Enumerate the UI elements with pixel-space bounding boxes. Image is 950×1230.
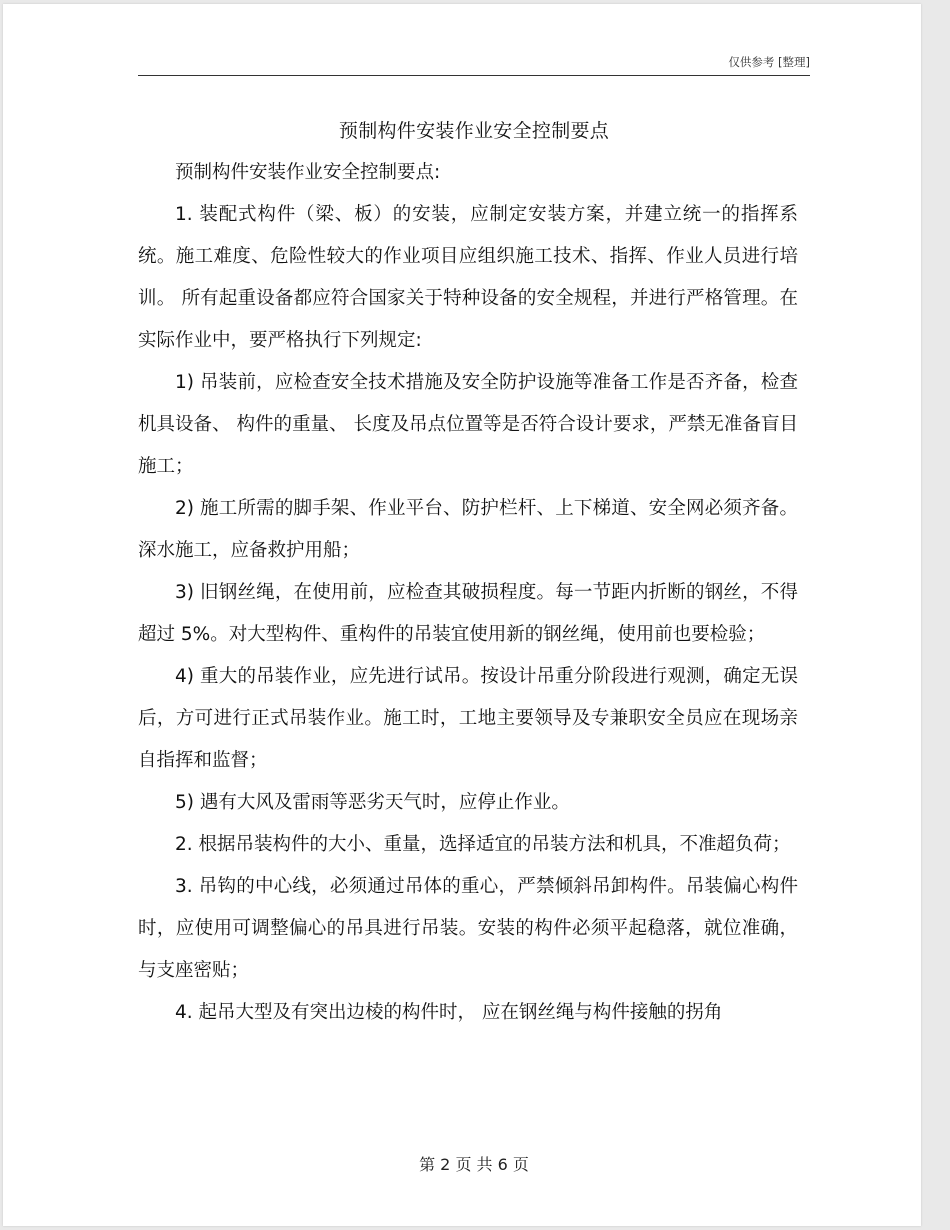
paragraph-subitem-3: 3) 旧钢丝绳，在使用前，应检查其破损程度。每一节距内折断的钢丝，不得超过 5%。对大型构件、重构件的吊装宜使用新的钢丝绳，使用前也要检验； <box>138 582 798 645</box>
paragraph-subitem-1: 1) 吊装前，应检查安全技术措施及安全防护设施等准备工作是否齐备，检查机具设备、 构件的重量、 长度及吊点位置等是否符合设计要求，严禁无准备盲目施工； <box>138 372 798 477</box>
document-title: 预制构件安装作业安全控制要点 <box>338 120 610 142</box>
paragraph-subitem-5: 5) 遇有大风及雷雨等恶劣天气时，应停止作业。 <box>175 792 570 813</box>
paragraph-subitem-2: 2) 施工所需的脚手架、作业平台、防护栏杆、上下梯道、安全网必须齐备。深水施工，应备救护用船； <box>138 498 798 561</box>
paragraph-item-4: 4. 起吊大型及有突出边棱的构件时， 应在钢丝绳与构件接触的拐角 <box>175 1002 723 1023</box>
page-footer: 第 2 页 共 6 页 <box>419 1155 529 1174</box>
page-header: 仅供参考 [整理] <box>728 55 810 69</box>
paragraph-subitem-4: 4) 重大的吊装作业，应先进行试吊。按设计吊重分阶段进行观测，确定无误后，方可进行正式吊装作业。施工时，工地主要领导及专兼职安全员应在现场亲自指挥和监督； <box>138 666 798 771</box>
document-body <box>138 152 798 1034</box>
header-divider <box>138 75 810 76</box>
paragraph-item-3: 3. 吊钩的中心线，必须通过吊体的重心，严禁倾斜吊卸构件。吊装偏心构件时，应使用可调整偏心的吊具进行吊装。安装的构件必须平起稳落，就位准确，与支座密贴； <box>138 876 798 981</box>
paragraph-item-1: 1. 装配式构件（梁、板）的安装，应制定安装方案，并建立统一的指挥系统。施工难度、危险性较大的作业项目应组织施工技术、指挥、作业人员进行培训。 所有起重设备都应符合国家关于特种设备的安全规程，并进行严格管理。在实际作业中，要严格执行下列规定: <box>138 204 798 351</box>
paragraph-item-2: 2. 根据吊装构件的大小、重量，选择适宜的吊装方法和机具，不准超负荷； <box>175 834 791 855</box>
paragraph-intro: 预制构件安装作业安全控制要点: <box>175 162 441 183</box>
